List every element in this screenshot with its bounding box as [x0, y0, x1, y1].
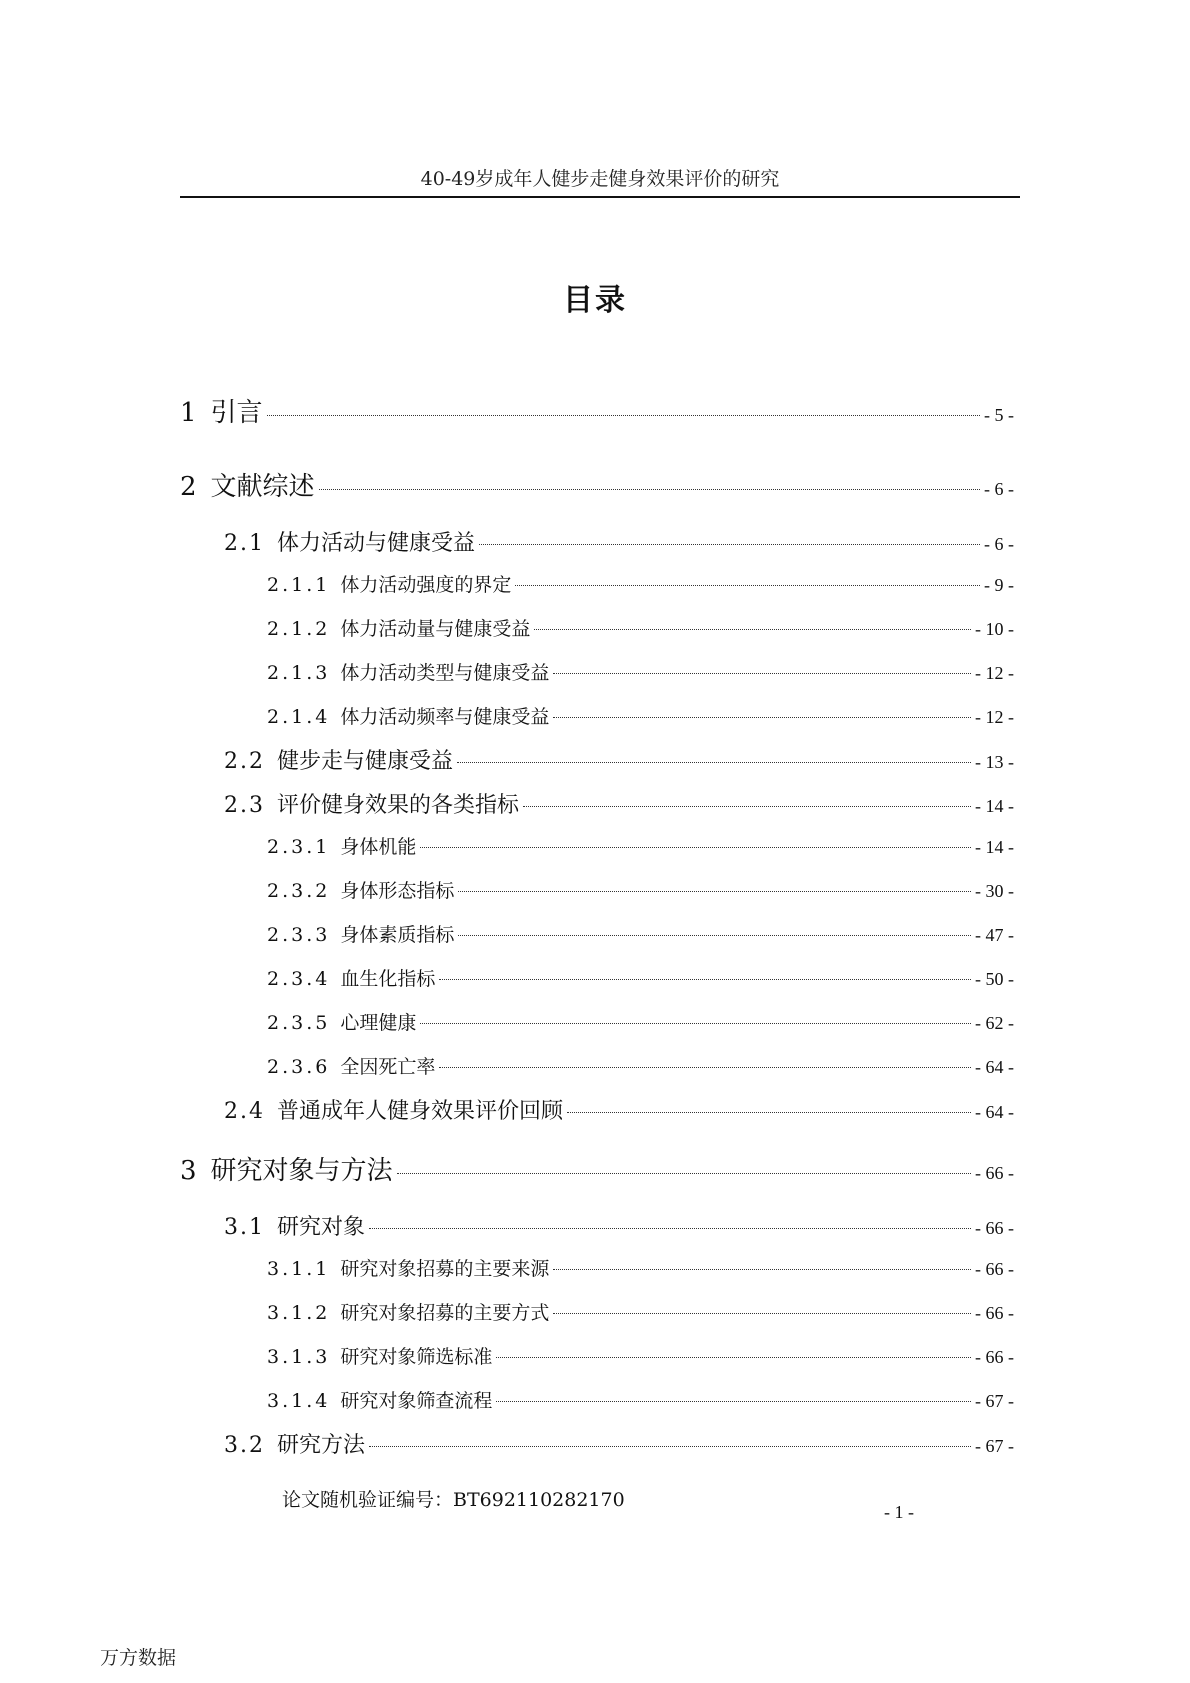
- toc-entry-page: - 6 -: [984, 479, 1014, 499]
- dot-leader: [267, 415, 980, 416]
- toc-entry-number: 2.1.1: [267, 574, 331, 596]
- toc-entry-page: - 12 -: [975, 707, 1014, 727]
- dot-leader: [567, 1112, 971, 1113]
- toc-entry-page: - 6 -: [984, 534, 1014, 554]
- toc-entry-page: - 67 -: [975, 1391, 1014, 1411]
- toc-entry[interactable]: [224, 744, 1014, 775]
- toc-entry-text: 文献综述: [210, 472, 315, 502]
- toc-entry-page: - 10 -: [975, 619, 1014, 639]
- toc-entry[interactable]: [267, 876, 1014, 903]
- toc-entry-page: - 66 -: [975, 1218, 1014, 1238]
- toc-entry-text: 研究方法: [277, 1433, 366, 1458]
- toc-entry[interactable]: [267, 920, 1014, 947]
- dot-leader: [369, 1446, 971, 1447]
- toc-entry[interactable]: [267, 1254, 1014, 1281]
- toc-entry-page: - 5 -: [984, 405, 1014, 425]
- toc-entry-number: 2.3.1: [267, 836, 331, 858]
- toc-entry-text: 体力活动强度的界定: [340, 574, 512, 596]
- dot-leader: [496, 1401, 971, 1402]
- toc-entry-number: 2.3.3: [267, 924, 331, 946]
- toc-entry[interactable]: [267, 1298, 1014, 1325]
- toc-entry[interactable]: [180, 466, 1014, 503]
- dot-leader: [496, 1357, 971, 1358]
- toc-entry-text: 体力活动频率与健康受益: [340, 706, 550, 728]
- toc-entry-number: 2: [180, 472, 197, 502]
- dot-leader: [515, 585, 980, 586]
- toc-entry-text: 引言: [210, 398, 263, 428]
- toc-entry-page: - 14 -: [975, 837, 1014, 857]
- dot-leader: [523, 806, 971, 807]
- toc-entry-text: 心理健康: [340, 1012, 417, 1034]
- toc-entry-page: - 66 -: [975, 1347, 1014, 1367]
- toc-entry-number: 2.1: [224, 531, 265, 556]
- toc-entry-page: - 64 -: [975, 1102, 1014, 1122]
- toc-entry[interactable]: [224, 1210, 1014, 1241]
- toc-entry-page: - 50 -: [975, 969, 1014, 989]
- toc-entry-number: 1: [180, 398, 197, 428]
- toc-entry-number: 3.1.2: [267, 1302, 331, 1324]
- toc-entry[interactable]: [267, 1008, 1014, 1035]
- toc-entry-page: - 67 -: [975, 1436, 1014, 1456]
- dot-leader: [553, 673, 971, 674]
- toc-entry-number: 3.1.4: [267, 1390, 331, 1412]
- toc-entry-number: 2.1.3: [267, 662, 331, 684]
- dot-leader: [319, 489, 980, 490]
- toc-entry-number: 2.3.5: [267, 1012, 331, 1034]
- dot-leader: [397, 1173, 971, 1174]
- toc-entry-page: - 13 -: [975, 752, 1014, 772]
- toc-entry-page: - 66 -: [975, 1163, 1014, 1183]
- toc-entry-text: 身体机能: [340, 836, 417, 858]
- toc-entry-text: 身体形态指标: [340, 880, 455, 902]
- toc-entry-text: 研究对象筛查流程: [340, 1390, 493, 1412]
- toc-entry[interactable]: [180, 1150, 1014, 1187]
- page-number: - 1 -: [884, 1502, 914, 1522]
- toc-entry-page: - 9 -: [984, 575, 1014, 595]
- toc-entry[interactable]: [267, 614, 1014, 641]
- dot-leader: [439, 1067, 971, 1068]
- toc-entry-number: 2.1.4: [267, 706, 331, 728]
- dot-leader: [534, 629, 971, 630]
- toc-entry-text: 普通成年人健身效果评价回顾: [277, 1099, 564, 1124]
- toc-entry[interactable]: [267, 702, 1014, 729]
- toc-entry-number: 3: [180, 1156, 197, 1186]
- toc-entry-number: 3.1: [224, 1215, 265, 1240]
- toc-entry-number: 3.1.3: [267, 1346, 331, 1368]
- toc-entry-page: - 64 -: [975, 1057, 1014, 1077]
- toc-entry-number: 2.3.2: [267, 880, 331, 902]
- toc-entry[interactable]: [267, 570, 1014, 597]
- toc-entry-page: - 30 -: [975, 881, 1014, 901]
- toc-entry[interactable]: [224, 788, 1014, 819]
- toc-entry-text: 体力活动类型与健康受益: [340, 662, 550, 684]
- toc-entry[interactable]: [267, 658, 1014, 685]
- toc-entry-text: 健步走与健康受益: [277, 749, 454, 774]
- toc-entry-text: 研究对象与方法: [210, 1156, 393, 1186]
- toc-entry-text: 体力活动与健康受益: [277, 531, 476, 556]
- dot-leader: [369, 1228, 971, 1229]
- dot-leader: [553, 1269, 971, 1270]
- dot-leader: [420, 1023, 971, 1024]
- toc-entry-page: - 66 -: [975, 1259, 1014, 1279]
- dot-leader: [420, 847, 971, 848]
- source-watermark: 万方数据: [100, 1647, 177, 1669]
- toc-entry-text: 研究对象筛选标准: [340, 1346, 493, 1368]
- toc-entry[interactable]: [267, 832, 1014, 859]
- toc-entry[interactable]: [267, 1386, 1014, 1413]
- toc-entry-text: 体力活动量与健康受益: [340, 618, 531, 640]
- toc-entry-number: 2.3.4: [267, 968, 331, 990]
- dot-leader: [458, 891, 971, 892]
- toc-entry-number: 3.2: [224, 1433, 265, 1458]
- toc-entry-page: - 12 -: [975, 663, 1014, 683]
- toc-entry-number: 2.4: [224, 1099, 265, 1124]
- toc-entry-text: 血生化指标: [340, 968, 436, 990]
- toc-entry-number: 2.1.2: [267, 618, 331, 640]
- toc-entry[interactable]: [224, 1428, 1014, 1459]
- toc-entry[interactable]: [224, 526, 1014, 557]
- toc-entry[interactable]: [267, 964, 1014, 991]
- toc-entry-number: 2.3.6: [267, 1056, 331, 1078]
- toc-entry[interactable]: [267, 1342, 1014, 1369]
- dot-leader: [479, 544, 980, 545]
- dot-leader: [439, 979, 971, 980]
- toc-entry-text: 研究对象: [277, 1215, 366, 1240]
- toc-entry[interactable]: [180, 392, 1014, 429]
- dot-leader: [553, 717, 971, 718]
- page-title: 目录: [563, 283, 627, 318]
- toc-entry-number: 2.3: [224, 793, 265, 818]
- dot-leader: [457, 762, 971, 763]
- verification-code: 论文随机验证编号：BT692110282170: [282, 1489, 625, 1511]
- toc-entry-text: 全因死亡率: [340, 1056, 436, 1078]
- toc-entry-text: 研究对象招募的主要来源: [340, 1258, 550, 1280]
- toc-entry[interactable]: [267, 1052, 1014, 1079]
- toc-entry-number: 3.1.1: [267, 1258, 331, 1280]
- toc-entry-text: 身体素质指标: [340, 924, 455, 946]
- toc-entry-page: - 14 -: [975, 796, 1014, 816]
- dot-leader: [553, 1313, 971, 1314]
- toc-entry-page: - 47 -: [975, 925, 1014, 945]
- toc-entry-page: - 66 -: [975, 1303, 1014, 1323]
- running-header: 40-49岁成年人健步走健身效果评价的研究: [420, 168, 780, 190]
- toc-entry-page: - 62 -: [975, 1013, 1014, 1033]
- toc-entry[interactable]: [224, 1094, 1014, 1125]
- toc-entry-text: 研究对象招募的主要方式: [340, 1302, 550, 1324]
- toc-entry-number: 2.2: [224, 749, 265, 774]
- toc-entry-text: 评价健身效果的各类指标: [277, 793, 520, 818]
- dot-leader: [458, 935, 971, 936]
